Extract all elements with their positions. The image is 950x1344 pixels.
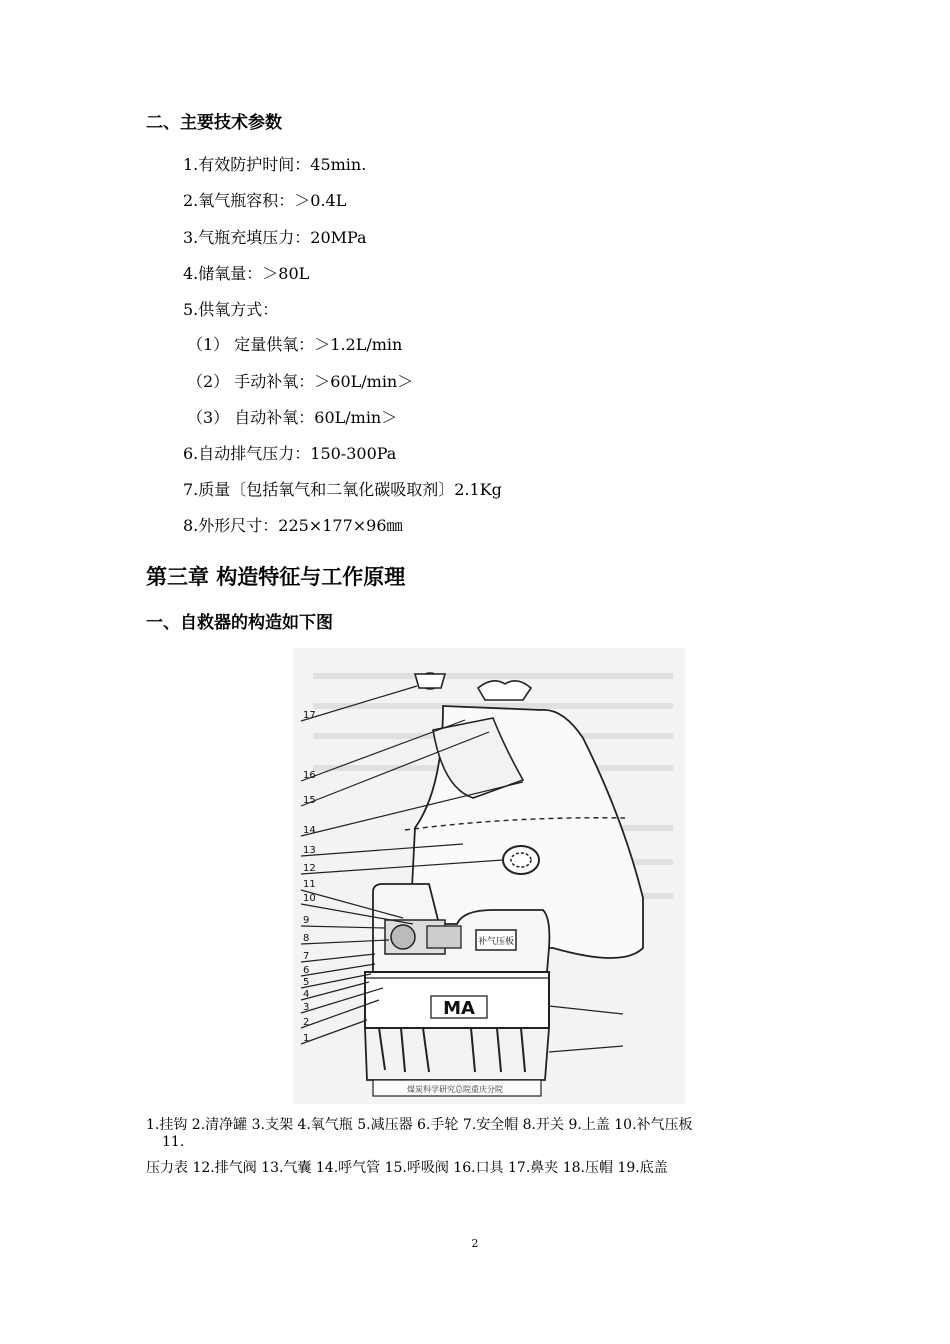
button-label-text: 补气压板 bbox=[477, 937, 515, 947]
callout-4: 4 bbox=[303, 989, 310, 1000]
callout-12: 12 bbox=[303, 863, 316, 874]
callout-7: 7 bbox=[303, 951, 310, 962]
param-item: 7.质量〔包括氧气和二氧化碳吸取剂〕2.1Kg bbox=[183, 480, 502, 499]
callout-5: 5 bbox=[303, 977, 310, 988]
callout-3: 3 bbox=[303, 1002, 310, 1013]
ma-logo-text: MA bbox=[443, 998, 475, 1019]
callout-2: 2 bbox=[303, 1017, 310, 1028]
param-item: 1.有效防护时间：45min. bbox=[183, 155, 367, 174]
param-item: 5.供氧方式： bbox=[183, 300, 279, 319]
supply-mode-item: （2） 手动补氧：＞60L/min＞ bbox=[187, 372, 414, 391]
callout-16: 16 bbox=[303, 770, 316, 781]
institute-footer-text: 煤炭科学研究总院重庆分院 bbox=[407, 1085, 503, 1094]
chapter-title: 第三章 构造特征与工作原理 bbox=[146, 565, 406, 589]
section-params-title: 二、主要技术参数 bbox=[146, 113, 282, 133]
self-rescuer-structure-figure bbox=[293, 648, 685, 1104]
param-item: 4.储氧量：＞80L bbox=[183, 264, 310, 283]
callout-8: 8 bbox=[303, 933, 310, 944]
figure-caption-line1b: 11. bbox=[162, 1134, 185, 1150]
supply-mode-item: （3） 自动补氧：60L/min＞ bbox=[187, 408, 398, 427]
callout-15: 15 bbox=[303, 795, 316, 806]
callout-11: 11 bbox=[303, 879, 316, 890]
param-item: 6.自动排气压力：150-300Pa bbox=[183, 444, 397, 463]
callout-1: 1 bbox=[303, 1033, 310, 1044]
callout-6: 6 bbox=[303, 965, 310, 976]
callout-9: 9 bbox=[303, 915, 310, 926]
figure-caption-line1: 1.挂钩 2.清净罐 3.支架 4.氧气瓶 5.减压器 6.手轮 7.安全帽 8.开关 9.上盖 10.补气压板 bbox=[146, 1117, 693, 1133]
section-structure-title: 一、自救器的构造如下图 bbox=[146, 613, 333, 633]
callout-13: 13 bbox=[303, 845, 316, 856]
callout-10: 10 bbox=[303, 893, 316, 904]
page-number: 2 bbox=[471, 1237, 479, 1250]
callout-14: 14 bbox=[303, 825, 316, 836]
callout-17: 17 bbox=[303, 710, 316, 721]
supply-mode-item: （1） 定量供氧：＞1.2L/min bbox=[187, 335, 403, 354]
param-item: 8.外形尺寸：225×177×96㎜ bbox=[183, 516, 403, 535]
param-item: 2.氧气瓶容积：＞0.4L bbox=[183, 191, 347, 210]
figure-caption-line2: 压力表 12.排气阀 13.气囊 14.呼气管 15.呼吸阀 16.口具 17.鼻夹 18.压帽 19.底盖 bbox=[146, 1160, 668, 1176]
param-item: 3.气瓶充填压力：20MPa bbox=[183, 228, 367, 247]
